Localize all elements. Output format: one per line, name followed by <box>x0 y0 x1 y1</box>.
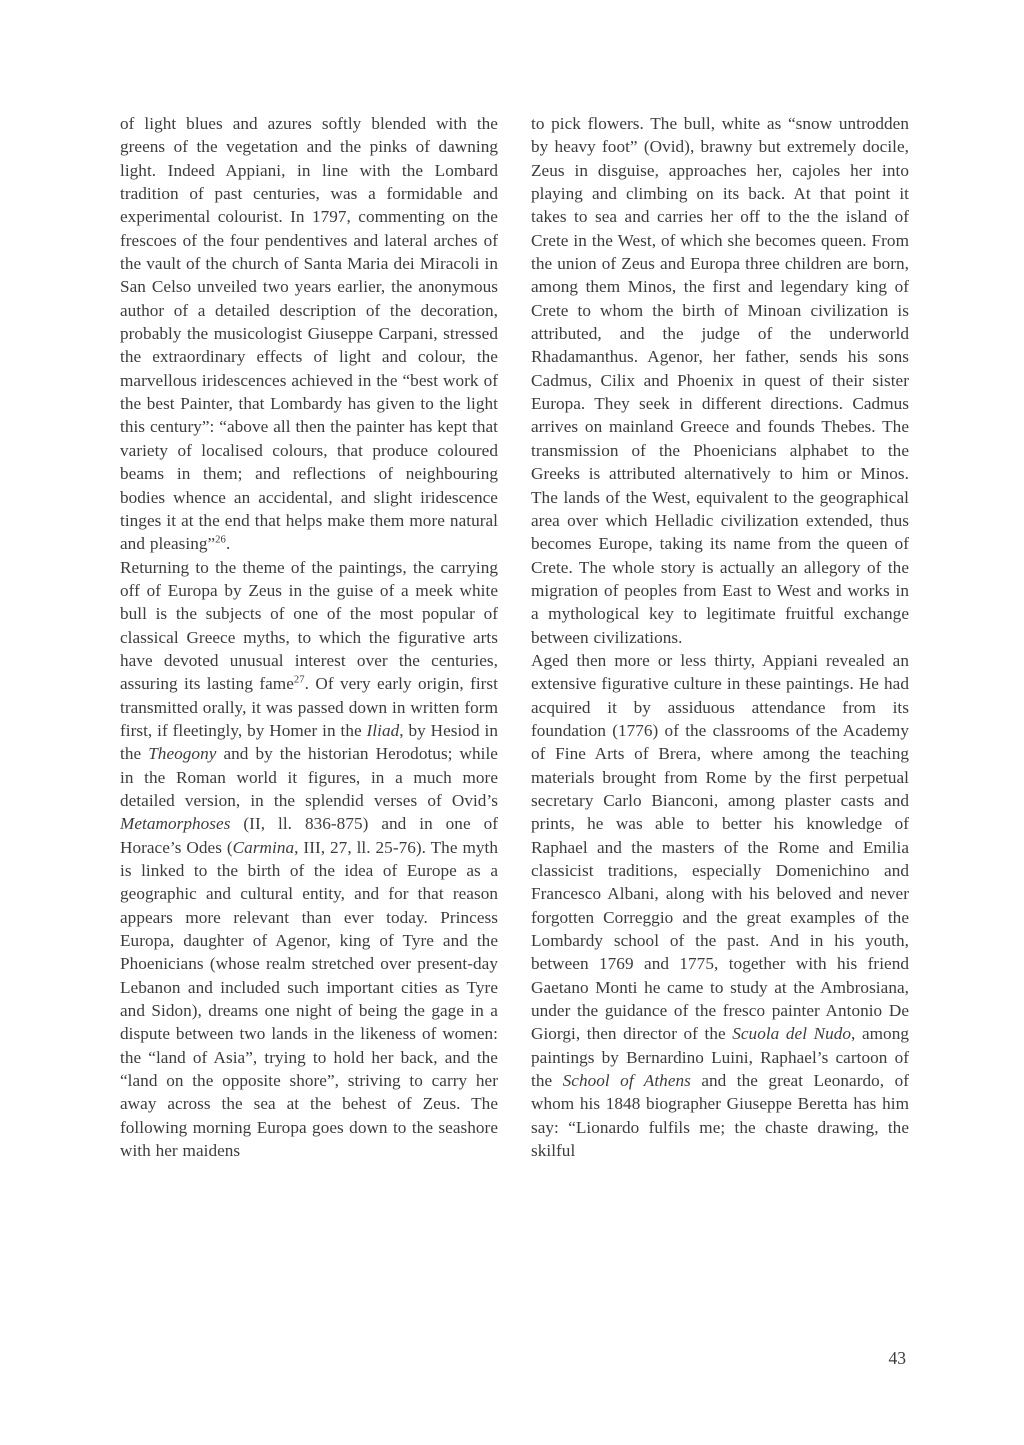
paragraph: of light blues and azures softly blended with the greens of the vegetation and the pinks of dawning light. Indeed Appiani, in line with the Lombard tradition of past centuries, was a formidable and experimental colourist. In 1797, commenting on the frescoes of the four pendentives and lateral arches of the vault of the church of Santa Maria dei Miracoli in San Celso unveiled two years earlier, the anonymous author of a detailed description of the decoration, probably the musicologist Giuseppe Carpani, stressed the extraordinary effects of light and colour, the marvellous iridescences achieved in the “best work of the best Painter, that Lombardy has given to the light this century”: “above all then the painter has kept that variety of localised colours, that produce coloured beams in them; and reflections of neighbouring bodies whence an accidental, and slight iridescence tinges it at the end that helps make them more natural and pleasing”$^{26}$. <box>120 114 498 554</box>
footnote-ref: 26 <box>215 534 226 546</box>
text-column-right <box>531 112 909 1162</box>
text-column-left <box>120 112 498 1162</box>
italic-run: Carmina <box>232 837 295 857</box>
italic-run: Metamorphoses <box>120 814 231 834</box>
italic-run: School of Athens <box>562 1071 691 1091</box>
paragraph: Returning to the theme of the paintings, the carrying off of Europa by Zeus in the guise of a meek white bull is the subjects of one of the most popular of classical Greece myths, to which the figurative arts have devoted unusual interest over the centuries, assuring its lasting fame$^{27}$. Of very early origin, first transmitted orally, it was passed down in written form first, if fleetingly, by Homer in the Iliad, by Hesiod in the Theogony and by the historian Herodotus; while in the Roman world it figures, in a much more detailed version, in the splendid verses of Ovid’s Metamorphoses (II, ll. 836-875) and in one of Horace’s Odes (Carmina, III, 27, ll. 25-76). The myth is linked to the birth of the idea of Europe as a geographic and cultural entity, and for that reason appears more relevant than ever today. Princess Europa, daughter of Agenor, king of Tyre and the Phoenicians (whose realm stretched over present-day Lebanon and included such important cities as Tyre and Sidon), dreams one night of being the gage in a dispute between two lands in the likeness of women: the “land of Asia”, trying to hold her back, and the “land on the opposite shore”, striving to carry her away across the sea at the behest of Zeus. The following morning Europa goes down to the seashore with her maidens <box>120 557 498 1161</box>
paragraph: to pick flowers. The bull, white as “snow untrodden by heavy foot” (Ovid), brawny but extremely docile, Zeus in disguise, approaches her, cajoles her into playing and climbing on its back. At that point it takes to sea and carries her off to the the island of Crete in the West, of which she becomes queen. From the union of Zeus and Europa three children are born, among them Minos, the first and legendary king of Crete to whom the birth of Minoan civilization is attributed, and the judge of the underworld Rhadamanthus. Agenor, her father, sends his sons Cadmus, Cilix and Phoenix in quest of their sister Europa. They seek in different directions. Cadmus arrives on mainland Greece and founds Thebes. The transmission of the Phoenicians alphabet to the Greeks is attributed alternatively to him or Minos. The lands of the West, equivalent to the geographical area over which Helladic civilization extended, thus becomes Europe, taking its name from the queen of Crete. The whole story is actually an allegory of the migration of peoples from East to West and works in a mythological key to legitimate fruitful exchange between civilizations. <box>531 114 909 647</box>
paragraph: Aged then more or less thirty, Appiani revealed an extensive figurative culture in these paintings. He had acquired it by assiduous attendance from its foundation (1776) of the classrooms of the Academy of Fine Arts of Brera, where among the teaching materials brought from Rome by the first perpetual secretary Carlo Bianconi, among plaster casts and prints, he was able to better his knowledge of Raphael and the masters of the Rome and Emilia classicist traditions, especially Domenichino and Francesco Albani, along with his beloved and never forgotten Correggio and the great examples of the Lombardy school of the past. And in his youth, between 1769 and 1775, together with his friend Gaetano Monti he came to study at the Ambrosiana, under the guidance of the fresco painter Antonio De Giorgi, then director of the Scuola del Nudo, among paintings by Bernardino Luini, Raphael’s cartoon of the School of Athens and the great Leonardo, of whom his 1848 biographer Giuseppe Beretta has him say: “Lionardo fulfils me; the chaste drawing, the skilful <box>531 650 909 1161</box>
footnote-ref: 27 <box>293 674 305 686</box>
page-number: 43 <box>888 1348 906 1368</box>
italic-run: Scuola del Nudo <box>732 1024 852 1044</box>
italic-run: Theogony <box>148 744 217 764</box>
italic-run: Iliad <box>366 720 400 740</box>
